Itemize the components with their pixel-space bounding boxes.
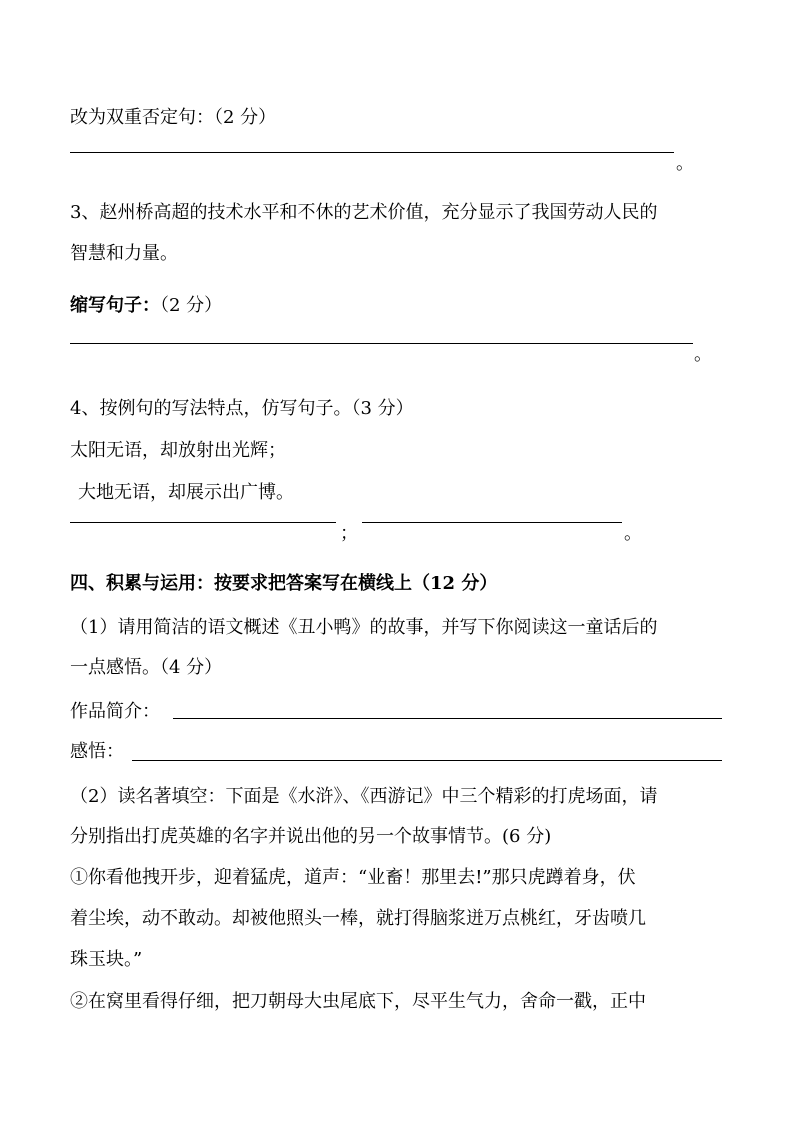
question-3-text: 3、赵州桥高超的技术水平和不休的艺术价值，充分显示了我国劳动人民的 [70, 202, 658, 223]
instruction-condense-bold: 缩写句子： [70, 295, 160, 316]
reflection-answer-line[interactable] [132, 736, 722, 761]
answer-line-2[interactable] [70, 343, 693, 344]
summary-label: 作品简介： [70, 701, 160, 722]
section-4-heading: 四、积累与运用：按要求把答案写在横线上（12 分） [70, 573, 498, 594]
answer-line-1-end: 。 [676, 153, 694, 174]
answer-line-1[interactable] [70, 152, 674, 153]
passage-1-line-3: 珠玉块。” [70, 949, 143, 970]
instruction-double-negative: 改为双重否定句：（2 分） [70, 107, 277, 128]
answer-line-3-mid: ； [340, 523, 358, 544]
reflection-label: 感悟： [70, 741, 124, 762]
subquestion-1-text-cont: 一点感悟。（4 分） [70, 657, 223, 678]
answer-line-2-end: 。 [694, 344, 712, 365]
summary-answer-line[interactable] [173, 694, 722, 719]
example-sentence-2: 大地无语，却展示出广博。 [78, 482, 294, 503]
subquestion-2-text-cont: 分别指出打虎英雄的名字并说出他的另一个故事情节。(6 分) [70, 826, 552, 847]
question-3-text-cont: 智慧和力量。 [70, 243, 178, 264]
instruction-condense-points: （2 分） [160, 295, 223, 316]
example-sentence-1: 太阳无语，却放射出光辉； [70, 440, 286, 461]
subquestion-2-text: （2）读名著填空：下面是《水浒》、《西游记》中三个精彩的打虎场面，请 [70, 786, 658, 807]
passage-1-line-1: ①你看他拽开步，迎着猛虎，道声：“业畜！那里去!”那只虎蹲着身，伏 [70, 867, 636, 888]
question-4-text: 4、按例句的写法特点，仿写句子。（3 分） [70, 398, 414, 419]
passage-1-line-2: 着尘埃，动不敢动。却被他照头一棒，就打得脑浆迸万点桃红，牙齿喷几 [70, 908, 646, 929]
passage-2-line-1: ②在窝里看得仔细，把刀朝母大虫尾底下，尽平生气力，舍命一戳，正中 [70, 991, 646, 1012]
answer-line-3b[interactable] [362, 522, 622, 523]
answer-line-3a[interactable] [70, 522, 336, 523]
instruction-condense [70, 294, 222, 318]
subquestion-1-text: （1）请用简洁的语文概述《丑小鸭》的故事，并写下你阅读这一童话后的 [70, 617, 658, 638]
answer-line-3-end: 。 [624, 523, 642, 544]
